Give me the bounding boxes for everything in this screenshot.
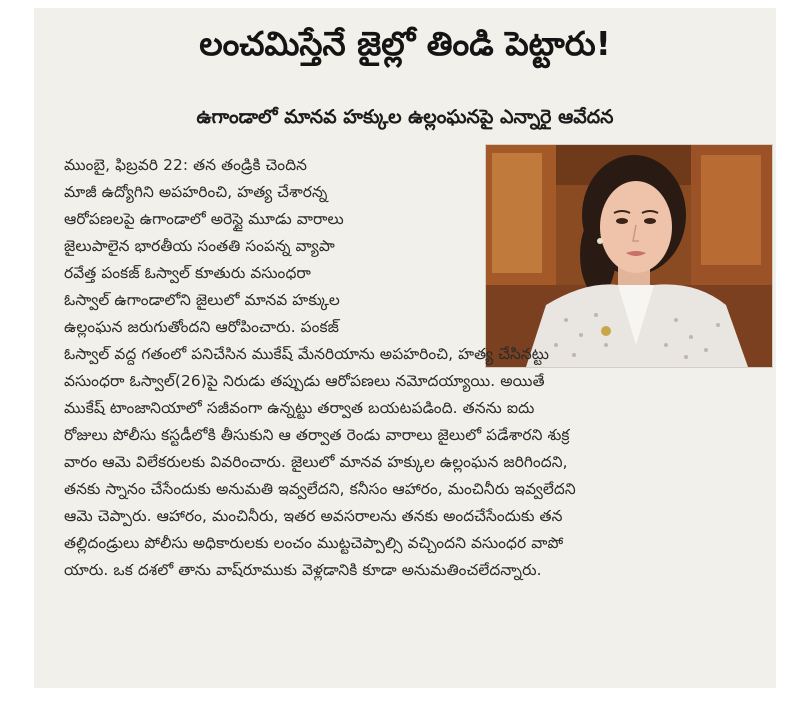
body-line-12: వారం ఆమె విలేకరులకు వివరించారు. జైలులో మానవ హక్కుల ఉల్లంఘన జరిగిందని, xyxy=(64,453,568,471)
body-line-4: జైలుపాలైన భారతీయ సంతతి సంపన్న వ్యాపా xyxy=(64,237,335,255)
body-line-15: తల్లిదండ్రులు పోలీసు అధికారులకు లంచం ముట్టచెప్పాల్సి వచ్చిందని వసుంధర వాపో xyxy=(64,534,564,552)
body-line-7: ఉల్లంఘన జరుగుతోందని ఆరోపించారు. పంకజ్ xyxy=(64,318,340,336)
body-line-6: ఓస్వాల్ ఉగాండాలోని జైలులో మానవ హక్కుల xyxy=(64,291,340,309)
subheadline: ఉగాండాలో మానవ హక్కుల ఉల్లంఘనపై ఎన్నారై ఆవేదన xyxy=(196,106,614,128)
body-line-10: ముకేష్ టాంజానియాలో సజీవంగా ఉన్నట్టు తర్వాత బయటపడింది. తనను ఐదు xyxy=(64,399,535,417)
body-line-1: ముంబై, ఫిబ్రవరి 22: తన తండ్రికి చెందిన xyxy=(64,156,308,174)
news-clipping xyxy=(34,8,776,688)
body-line-2: మాజీ ఉద్యోగిని అపహరించి, హత్య చేశారన్న xyxy=(64,183,328,201)
body-line-8: ఓస్వాల్ వద్ద గతంలో పనిచేసిన ముకేష్ మేనరియాను అపహరించి, హత్య చేసినట్టు xyxy=(64,345,550,363)
body-line-9: వసుంధరా ఓస్వాల్(26)పై నిరుడు తప్పుడు ఆరోపణలు నమోదయ్యాయి. అయితే xyxy=(64,372,545,390)
body-line-14: ఆమె చెప్పారు. ఆహారం, మంచినీరు, ఇతర అవసరాలను తనకు అందచేసేందుకు తన xyxy=(64,507,563,525)
portrait-illustration xyxy=(486,145,772,367)
body-line-5: రవేత్త పంకజ్ ఓస్వాల్ కూతురు వసుంధరా xyxy=(64,264,311,282)
article-photo xyxy=(485,144,773,368)
body-line-3: ఆరోపణలపై ఉగాండాలో అరెస్టై మూడు వారాలు xyxy=(64,210,344,228)
body-line-13: తనకు స్నానం చేసేందుకు అనుమతి ఇవ్వలేదని, కనీసం ఆహారం, మంచినీరు ఇవ్వలేదని xyxy=(64,480,576,498)
body-line-16: యారు. ఒక దశలో తాను వాష్‌రూముకు వెళ్లడానికి కూడా అనుమతించలేదన్నారు. xyxy=(64,561,542,579)
body-line-11: రోజులు పోలీసు కస్టడీలోకి తీసుకుని ఆ తర్వాత రెండు వారాలు జైలులో పడేశారని శుక్ర xyxy=(64,426,570,444)
headline: లంచమిస్తేనే జైల్లో తిండి పెట్టారు! xyxy=(199,24,611,63)
